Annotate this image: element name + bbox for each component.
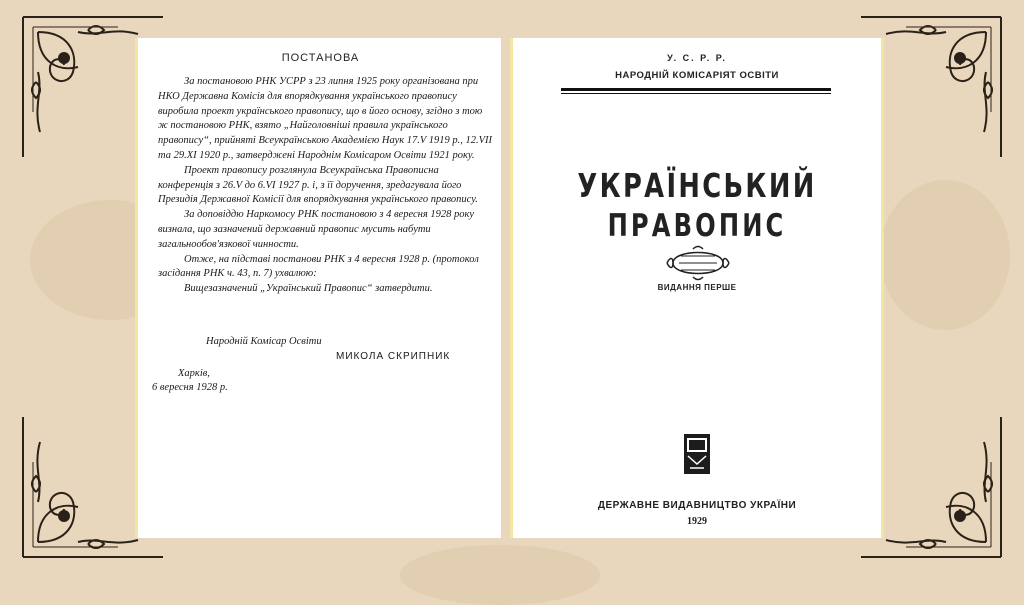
decree-place: Харків, — [178, 368, 210, 379]
signatory-name: МИКОЛА СКРИПНИК — [336, 351, 451, 362]
decree-date: 6 вересня 1928 р. — [152, 382, 228, 393]
header-rule — [561, 88, 831, 91]
publication-year: 1929 — [687, 516, 707, 527]
decree-paragraph: За постановою РНК УСРР з 23 липня 1925 року організована при НКО Державна Комісія для впорядкування українського правопису виробила проект українського правопису, що в його основу, згідно з тою ж постановою РНК, взято „Найголовніші правила українського правопису“, прийняті Всеукраїнською Академією Наук 17.V 1919 р., 12.VII та 29.XI 1920 р., затверджені Народнім Комісаром Освіти 1921 року. — [158, 76, 493, 161]
background-texture — [880, 180, 1010, 330]
publisher-emblem — [684, 434, 710, 474]
decree-paragraph: Отже, на підставі постанови РНК з 4 вересня 1928 р. (протокол засідання РНК ч. 43, п. 7) ухвалюю: — [158, 253, 479, 280]
book-gutter — [501, 38, 510, 538]
decree-paragraph: Проект правопису розглянула Всеукраїнська Правописна конференція з 26.V до 6.VI 1927 р. і, з її доручення, зредагувала його Президія Державної Комісії для впорядкування українського правопису. — [158, 164, 478, 206]
decree-text — [158, 75, 493, 297]
header-ussr: У. С. Р. Р. — [667, 53, 727, 63]
signatory-title: Народній Комісар Освіти — [206, 336, 322, 347]
ministry-name: НАРОДНІЙ КОМІСАРІЯТ ОСВІТИ — [615, 70, 779, 81]
decree-page — [135, 38, 506, 538]
background-texture — [400, 545, 600, 605]
title-page — [510, 38, 884, 538]
book-title-line1: УКРАЇНСЬКИЙ — [577, 166, 817, 205]
decree-heading: ПОСТАНОВА — [281, 52, 360, 64]
header-rule-thin — [561, 93, 831, 94]
book-title-line2: ПРАВОПИС — [607, 208, 787, 244]
ornament-cartouche — [663, 244, 733, 282]
decree-paragraph: Вищезазначений „Український Правопис“ затвердити. — [184, 283, 433, 295]
publisher-name: ДЕРЖАВНЕ ВИДАВНИЦТВО УКРАЇНИ — [597, 500, 797, 511]
decree-paragraph: За доповіддю Наркомосу РНК постановою з 4 вересня 1928 року визнала, що зазначений державний правопис мусить набути загальнообов'язкової чинности. — [158, 209, 475, 250]
edition-label: ВИДАННЯ ПЕРШЕ — [657, 283, 737, 292]
